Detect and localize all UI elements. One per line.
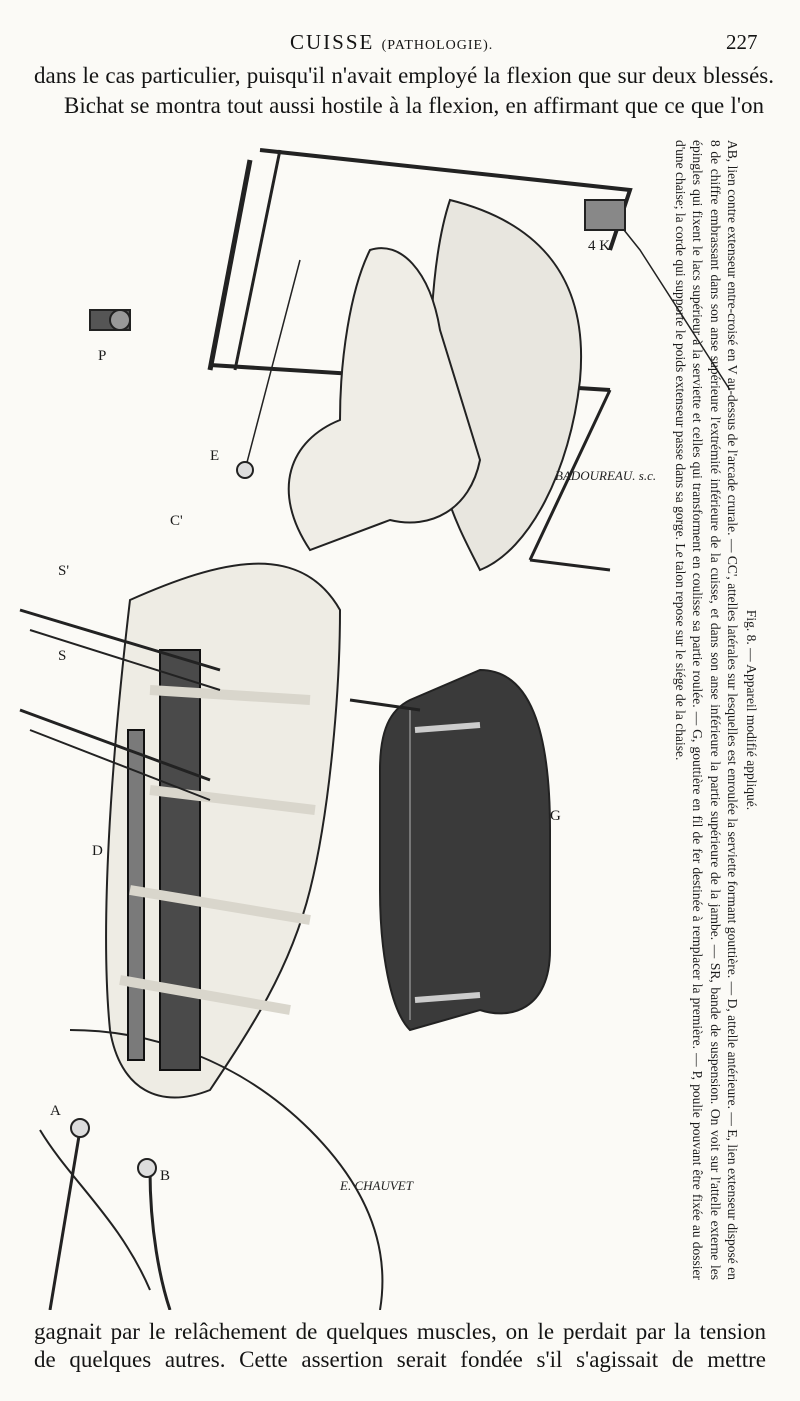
label-B: B — [160, 1168, 171, 1184]
signature-left: E. CHAUVET — [340, 1178, 413, 1193]
label-C-prime: C' — [170, 513, 183, 529]
label-E: E — [210, 448, 220, 464]
label-D: D — [92, 843, 103, 859]
caption-title: Fig. 8. — Appareil modifié appliqué. — [744, 609, 759, 811]
signature-right: BADOUREAU. s.c. — [555, 468, 657, 483]
page-header — [0, 30, 800, 60]
running-title: CUISSE (PATHOLOGIE). — [290, 30, 494, 54]
caption-body: AB, lien contre extenseur entre-croisé en V au-dessus de l'arcade crurale. — CC', attelles latérales sur lesquelles est enroulée la serviette formant gouttière. — D, attelle antérieure. — E, lien extenseur disposé en 8 de chiffre embrassant dans son anse supérieure l'extrémité inférieure de la cuisse, et dans son anse inférieure la partie supérieure de la jambe. — SR, bande de suspension. On voit sur l'attelle externe les épingles qui fixent le lacs supérieur à la serviette et celles qui transforment en coulisse sa partie roulée. — G, gouttière en fil de fer destinée à remplacer la première. — P, poulie pouvant être fixée au dossier d'une chaise; la corde qui supporte le poids extenseur passe dans sa gorge. Le talon repose sur le siége de la chaise. — [673, 140, 741, 1280]
body-text-line-1: dans le cas particulier, puisqu'il n'avait employé la flexion que sur deux blessés. — [34, 63, 774, 88]
label-weight: 4 K — [588, 238, 611, 254]
figure-caption — [630, 140, 760, 1280]
label-S-prime: S' — [58, 563, 70, 579]
label-P: P — [98, 348, 107, 364]
body-text-line-3: gagnait par le relâchement de quelques muscles, on le perdait par la tension — [34, 1319, 766, 1344]
body-text-line-2: Bichat se montra tout aussi hostile à la flexion, en affirmant que ce que l'on — [64, 93, 764, 118]
page-number: 227 — [726, 30, 758, 54]
body-text-line-4: de quelques autres. Cette assertion serait fondée s'il s'agissait de mettre — [34, 1347, 766, 1372]
label-S: S — [58, 648, 67, 664]
label-G: G — [550, 808, 561, 824]
label-A: A — [50, 1103, 61, 1119]
